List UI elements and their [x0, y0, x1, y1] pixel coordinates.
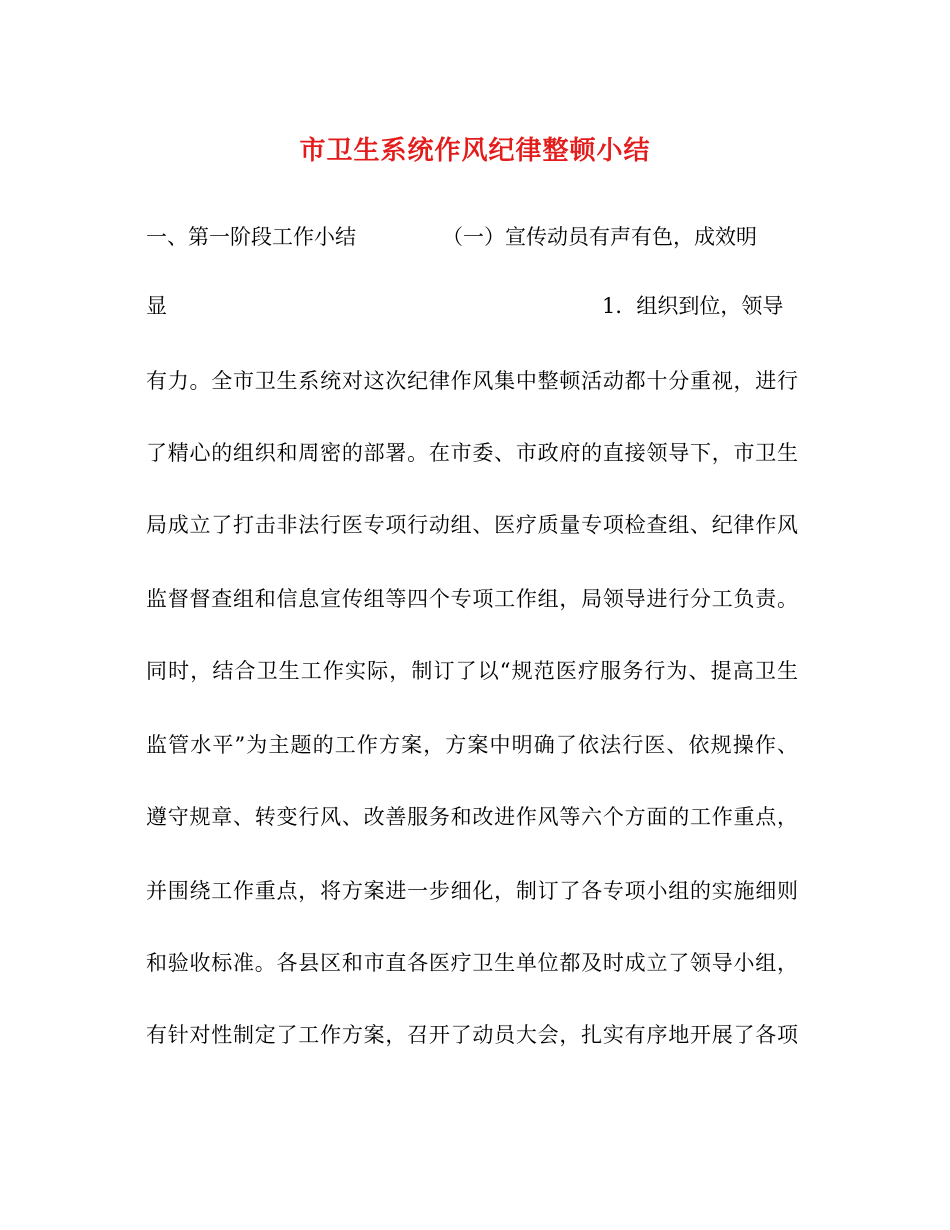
body-line: 监管水平”为主题的工作方案，方案中明确了依法行医、依规操作、 — [146, 733, 798, 757]
section-heading: 一、第一阶段工作小结 — [146, 225, 356, 249]
body-line: 有针对性制定了工作方案，召开了动员大会，扎实有序地开展了各项 — [146, 1023, 798, 1047]
body-line: 了精心的组织和周密的部署。在市委、市政府的直接领导下，市卫生 — [146, 441, 798, 465]
item-heading: 1．组织到位，领导 — [602, 294, 784, 318]
body-line: 监督督查组和信息宣传组等四个专项工作组，局领导进行分工负责。 — [146, 587, 798, 611]
body-line: 遵守规章、转变行风、改善服务和改进作风等六个方面的工作重点， — [146, 805, 798, 829]
body-line: 有力。全市卫生系统对这次纪律作风集中整顿活动都十分重视，进行 — [146, 369, 798, 393]
body-line: 同时，结合卫生工作实际，制订了以“规范医疗服务行为、提高卫生 — [146, 659, 798, 683]
heading-continuation: 显 — [146, 294, 167, 318]
body-line: 和验收标准。各县区和市直各医疗卫生单位都及时成立了领导小组， — [146, 951, 798, 975]
subsection-heading: （一）宣传动员有声有色，成效明 — [442, 225, 757, 249]
body-line: 并围绕工作重点，将方案进一步细化，制订了各专项小组的实施细则 — [146, 879, 798, 903]
body-line: 局成立了打击非法行医专项行动组、医疗质量专项检查组、纪律作风 — [146, 513, 798, 537]
document-title: 市卫生系统作风纪律整顿小结 — [299, 136, 651, 166]
